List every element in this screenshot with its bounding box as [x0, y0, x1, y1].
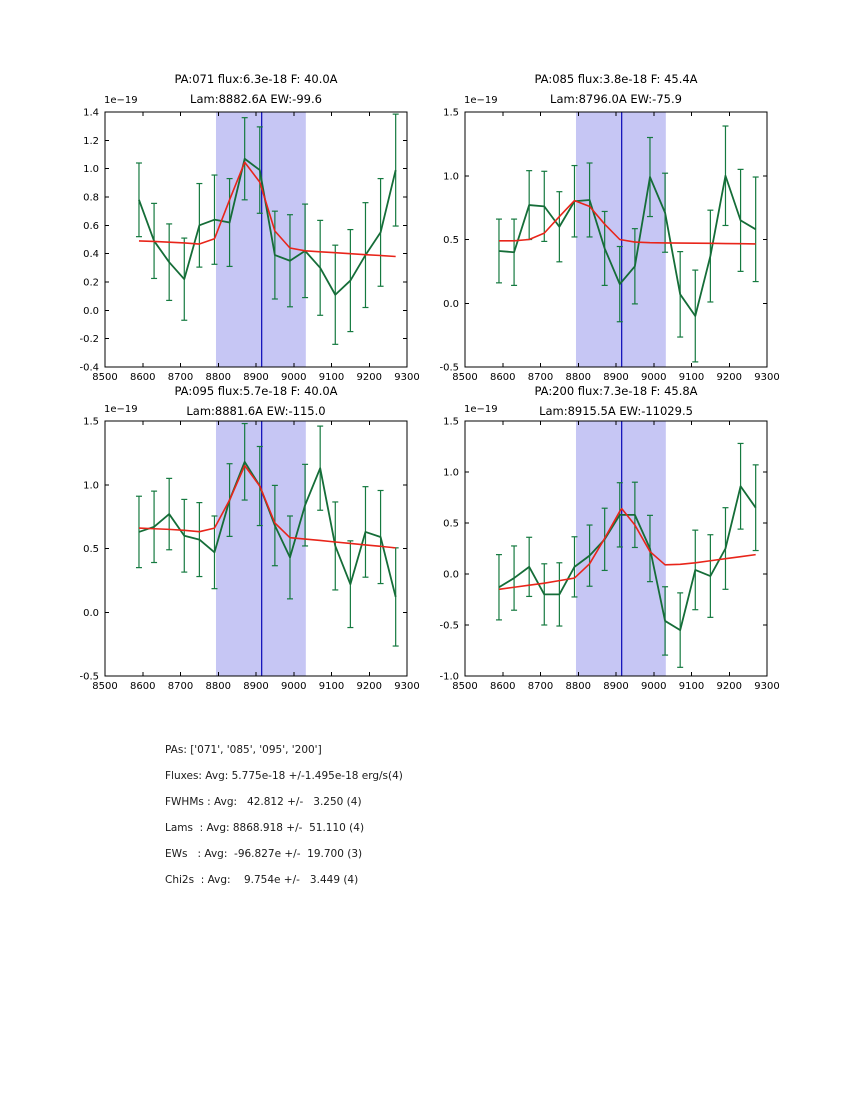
x-tick-label: 8800 — [205, 681, 231, 692]
subplot-3 — [439, 417, 779, 693]
x-tick-label: 9200 — [716, 681, 742, 692]
x-tick-label: 9300 — [394, 681, 420, 692]
x-tick-label: 9100 — [318, 372, 345, 383]
x-tick-label: 8700 — [527, 681, 554, 692]
y-tick-label: 0.5 — [83, 544, 99, 555]
subplot-1 — [439, 108, 779, 384]
subplot-2 — [79, 417, 419, 693]
stats-line-lams: Lams : Avg: 8868.918 +/- 51.110 (4) — [165, 822, 365, 834]
y-tick-label: 0.5 — [443, 235, 459, 246]
y-tick-label: 0.0 — [443, 298, 459, 310]
x-tick-label: 8600 — [130, 681, 156, 692]
x-tick-label: 9100 — [318, 681, 345, 692]
x-tick-label: 8800 — [565, 372, 591, 383]
y-tick-label: 1.4 — [83, 107, 99, 119]
x-tick-label: 8800 — [205, 372, 231, 383]
y-tick-label: 0.8 — [83, 192, 99, 204]
y-tick-label: -0.5 — [79, 671, 99, 683]
subplot-0-title-line2: Lam:8882.6A EW:-99.6 — [190, 92, 322, 106]
y-tick-label: 1.5 — [83, 416, 99, 428]
x-tick-label: 8700 — [167, 681, 194, 692]
y-tick-label: 1.5 — [443, 107, 459, 119]
y-tick-label: -1.0 — [439, 671, 459, 683]
subplot-0 — [79, 108, 419, 384]
x-tick-label: 9100 — [678, 681, 705, 692]
x-tick-label: 8900 — [603, 372, 629, 383]
y-tick-label: -0.2 — [79, 334, 99, 346]
x-tick-label: 9000 — [641, 372, 667, 383]
y-tick-label: 0.6 — [83, 220, 99, 232]
subplot-1-title-line1: PA:085 flux:3.8e-18 F: 45.4A — [534, 72, 698, 86]
subplot-0-offset-label: 1e−19 — [104, 95, 138, 106]
y-tick-label: 0.4 — [83, 249, 99, 261]
subplot-3-offset-label: 1e−19 — [464, 404, 498, 415]
y-tick-label: 0.0 — [443, 569, 459, 581]
x-tick-label: 9300 — [394, 372, 420, 383]
x-tick-label: 8900 — [603, 681, 629, 692]
x-tick-label: 8600 — [490, 372, 516, 383]
x-tick-label: 8500 — [452, 681, 478, 692]
subplot-2-title-line1: PA:095 flux:5.7e-18 F: 40.0A — [174, 384, 338, 398]
x-tick-label: 8500 — [452, 372, 478, 383]
x-tick-label: 9200 — [356, 372, 382, 383]
x-tick-label: 9300 — [754, 372, 780, 383]
subplot-0-title-line1: PA:071 flux:6.3e-18 F: 40.0A — [174, 72, 338, 86]
subplot-3-title-line2: Lam:8915.5A EW:-11029.5 — [539, 404, 693, 418]
x-tick-label: 8900 — [243, 372, 269, 383]
stats-line-pas: PAs: ['071', '085', '095', '200'] — [165, 744, 322, 756]
y-tick-label: -0.5 — [439, 620, 459, 632]
x-tick-label: 8800 — [565, 681, 591, 692]
y-tick-label: 1.0 — [443, 467, 459, 479]
y-tick-label: 0.2 — [83, 277, 99, 289]
y-tick-label: 1.5 — [443, 416, 459, 428]
y-tick-label: 0.0 — [83, 305, 99, 317]
x-tick-label: 8700 — [527, 372, 554, 383]
x-tick-label: 9000 — [281, 372, 307, 383]
x-tick-label: 8700 — [167, 372, 194, 383]
subplot-2-title-line2: Lam:8881.6A EW:-115.0 — [186, 404, 326, 418]
stats-line-fluxes: Fluxes: Avg: 5.775e-18 +/-1.495e-18 erg/s(4) — [165, 770, 403, 782]
y-tick-label: 0.0 — [83, 607, 99, 619]
y-tick-label: 1.0 — [83, 164, 99, 176]
x-tick-label: 9200 — [716, 372, 742, 383]
y-tick-label: -0.5 — [439, 362, 459, 374]
subplot-1-offset-label: 1e−19 — [464, 95, 498, 106]
x-tick-label: 9300 — [754, 681, 780, 692]
stats-line-ews: EWs : Avg: -96.827e +/- 19.700 (3) — [165, 848, 363, 860]
y-tick-label: -0.4 — [79, 362, 99, 374]
x-tick-label: 8900 — [243, 681, 269, 692]
stats-line-fwhms: FWHMs : Avg: 42.812 +/- 3.250 (4) — [165, 796, 362, 808]
x-tick-label: 8600 — [130, 372, 156, 383]
subplot-3-title-line1: PA:200 flux:7.3e-18 F: 45.8A — [534, 384, 698, 398]
x-tick-label: 9000 — [641, 681, 667, 692]
stats-line-chi2s: Chi2s : Avg: 9.754e +/- 3.449 (4) — [165, 874, 359, 886]
x-tick-label: 9100 — [678, 372, 705, 383]
y-tick-label: 1.2 — [83, 135, 99, 147]
subplot-1-title-line2: Lam:8796.0A EW:-75.9 — [550, 92, 682, 106]
y-tick-label: 1.0 — [443, 171, 459, 183]
y-tick-label: 0.5 — [443, 518, 459, 530]
x-tick-label: 8500 — [92, 372, 118, 383]
x-tick-label: 9200 — [356, 681, 382, 692]
y-tick-label: 1.0 — [83, 480, 99, 492]
x-tick-label: 8500 — [92, 681, 118, 692]
x-tick-label: 9000 — [281, 681, 307, 692]
x-tick-label: 8600 — [490, 681, 516, 692]
subplot-2-offset-label: 1e−19 — [104, 404, 138, 415]
